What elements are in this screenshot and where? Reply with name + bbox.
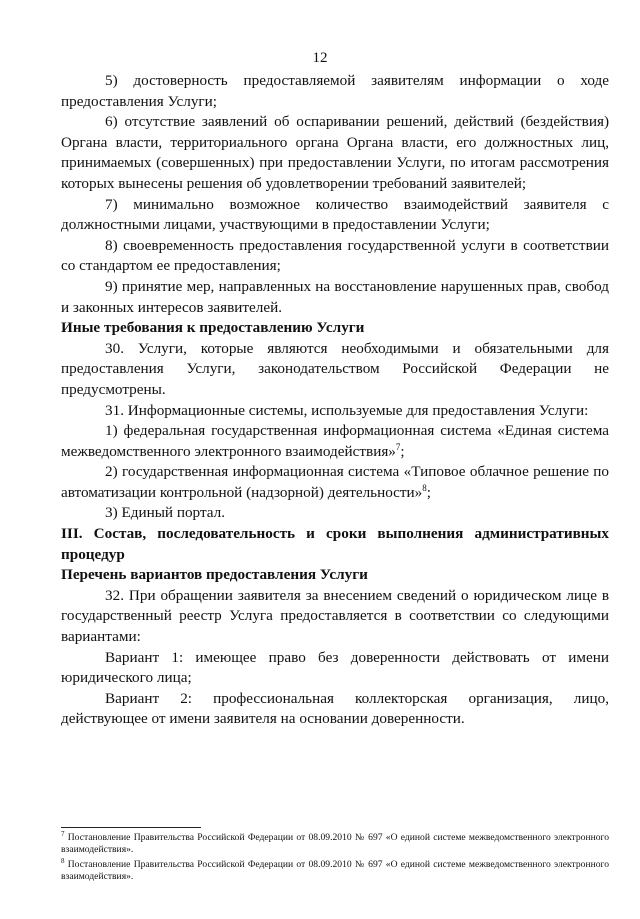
info-system-1 [61, 421, 609, 462]
page-number: 12 [312, 50, 328, 66]
paragraph-30: 30. Услуги, которые являются необходимыми и обязательными для предоставления Услуги, законодательством Российской Федерации не предусмотрены. [61, 339, 609, 398]
criterion-6: 6) отсутствие заявлений об оспаривании решений, действий (бездействия) Органа власти, территориального органа Органа власти, его должностных лиц, принимаемых (совершенных) при предоставлении Услуги, по итогам рассмотрения которых вынесены решения об удовлетворении требований заявителей; [61, 113, 609, 192]
info-system-1-text: 1) федеральная государственная информационная система «Единая система межведомственного электронного взаимодействия» [61, 422, 609, 460]
footnote-mark-8: 8 [61, 856, 65, 865]
heading-variants-list: Перечень вариантов предоставления Услуги [61, 566, 368, 584]
criterion-9: 9) принятие мер, направленных на восстановление нарушенных прав, свобод и законных интересов заявителей. [61, 277, 609, 316]
footnote-ref-8: 8 [422, 482, 427, 493]
footnote-8 [61, 856, 609, 884]
criterion-8: 8) своевременность предоставления государственной услуги в соответствии со стандартом ее предоставления; [61, 236, 609, 275]
paragraph-32: 32. При обращении заявителя за внесением сведений о юридическом лице в государственный реестр Услуга предоставляется в соответствии со следующими вариантами: [61, 586, 609, 646]
footnote-separator [61, 827, 201, 828]
info-system-3: 3) Единый портал. [105, 504, 226, 522]
info-system-2-end: ; [426, 483, 432, 501]
footnote-7-text: Постановление Правительства Российской Федерации от 08.09.2010 № 697 «О единой системе межведомственного электронного взаимодействия». [61, 832, 609, 856]
footnotes [61, 827, 609, 886]
footnote-7 [61, 829, 609, 857]
footnote-ref-7: 7 [395, 441, 401, 452]
heading-section-3: III. Состав, последовательность и сроки выполнения административных процедур [61, 525, 609, 563]
variant-2: Вариант 2: профессиональная коллекторская организация, лицо, действующее от имени заявителя на основании доверенности. [61, 689, 609, 728]
variant-1: Вариант 1: имеющее право без доверенности действовать от имени юридического лица; [61, 648, 609, 687]
info-system-2-text: 2) государственная информационная система «Типовое облачное решение по автоматизации контрольной (надзорной) деятельности» [61, 463, 609, 501]
criterion-7: 7) минимально возможное количество взаимодействий заявителя с должностными лицами, участвующими в предоставлении Услуги; [61, 195, 609, 234]
paragraph-31: 31. Информационные системы, используемые для предоставления Услуги: [105, 401, 589, 419]
footnote-8-text: Постановление Правительства Российской Федерации от 08.09.2010 № 697 «О единой системе межведомственного электронного взаимодействия». [61, 858, 609, 883]
heading-other-requirements: Иные требования к предоставлению Услуги [61, 319, 365, 337]
footnote-mark-7: 7 [61, 829, 65, 838]
document-body [61, 71, 609, 730]
info-system-2 [61, 462, 609, 503]
info-system-1-end: ; [400, 442, 405, 460]
criterion-5: 5) достоверность предоставляемой заявителям информации о ходе предоставления Услуги; [61, 72, 609, 110]
